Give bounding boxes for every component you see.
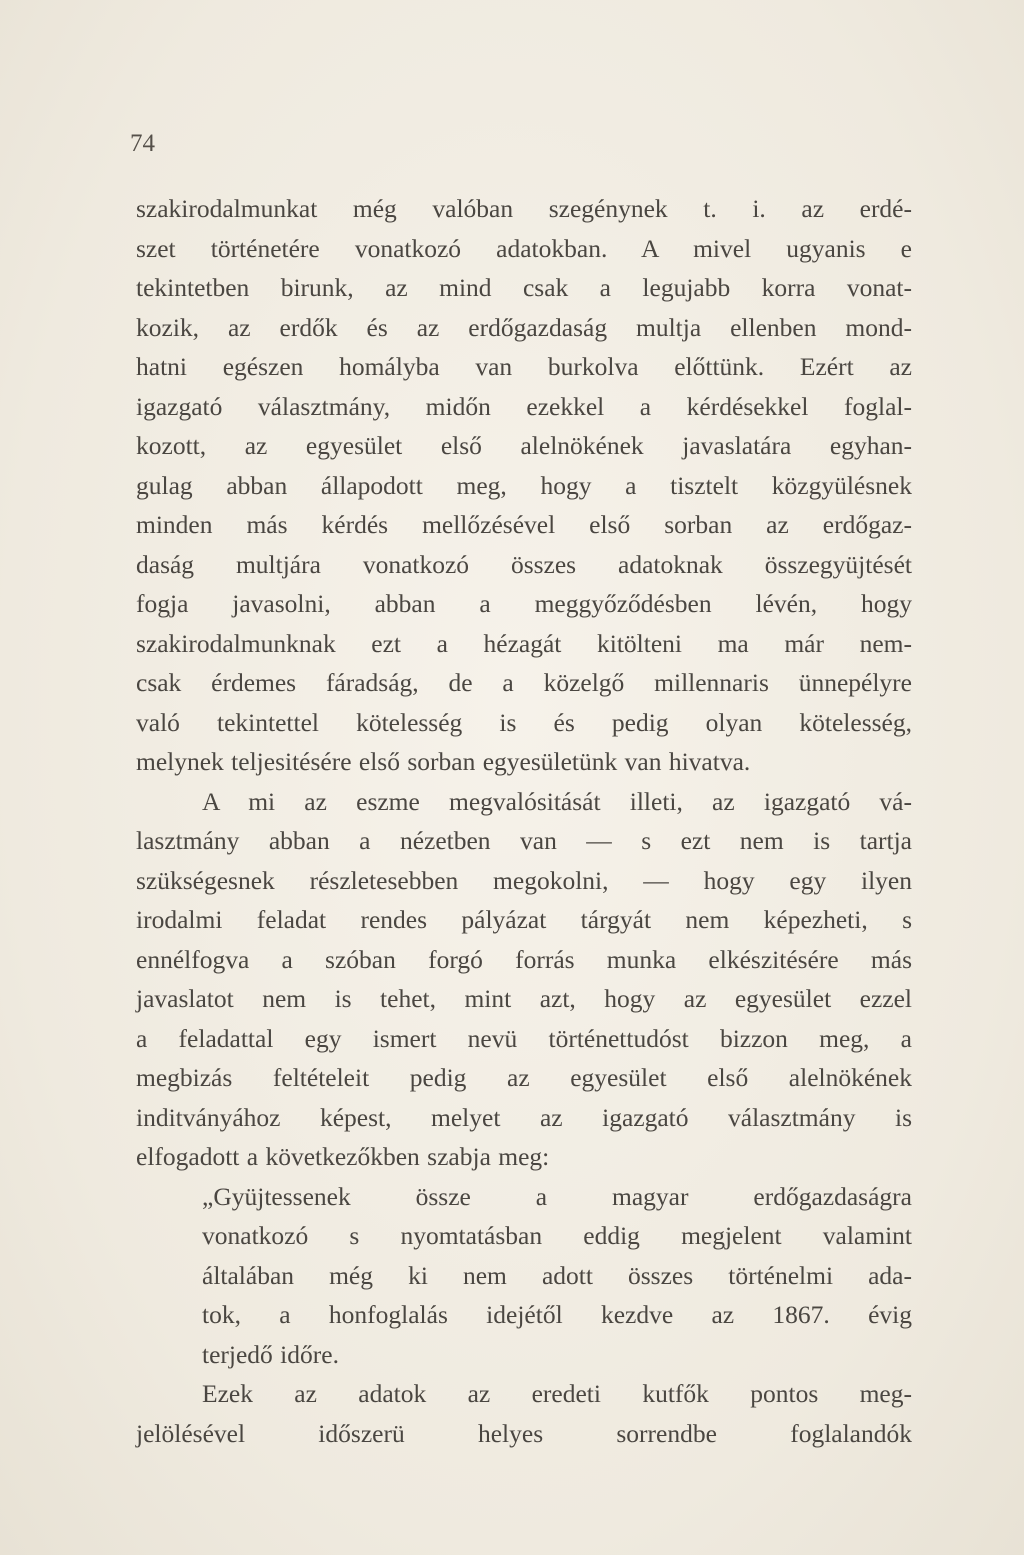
text-line: szakirodalmunkat még valóban szegénynek t. i. az erdé- — [136, 194, 912, 223]
text-line: igazgató választmány, midőn ezekkel a kérdésekkel foglal- — [136, 391, 912, 421]
text-line: szükségesnek részletesebben megokolni, — hogy egy ilyen — [136, 865, 912, 895]
quote-line: vonatkozó s nyomtatásban eddig megjelent valamint — [202, 1221, 912, 1250]
text-line: fogja javasolni, abban a meggyőződésben lévén, hogy — [136, 589, 912, 618]
body-text — [136, 189, 912, 1453]
text-line: hatni egészen homályba van burkolva előttünk. Ezért az — [136, 352, 912, 381]
text-line: daság multjára vonatkozó összes adatoknak összegyüjtését — [136, 549, 912, 579]
page-number: 74 — [130, 130, 155, 157]
quote-line: terjedő időre. — [202, 1339, 339, 1369]
text-line: jelölésével időszerü helyes sorrendbe foglalandók — [136, 1418, 912, 1448]
quote-line: általában még ki nem adott összes történelmi ada- — [202, 1260, 912, 1290]
text-line: lasztmány abban a nézetben van — s ezt nem is tartja — [136, 826, 912, 855]
text-line: melynek teljesitésére első sorban egyesületünk van hivatva. — [136, 747, 751, 776]
quote-line: „Gyüjtessenek össze a magyar erdőgazdaságra — [202, 1181, 912, 1211]
text-line: megbizás feltételeit pedig az egyesület első alelnökének — [136, 1063, 912, 1092]
text-line: kozik, az erdők és az erdőgazdaság multja ellenben mond- — [136, 312, 912, 342]
text-line: javaslatot nem is tehet, mint azt, hogy az egyesület ezzel — [136, 984, 912, 1013]
text-line: szakirodalmunknak ezt a hézagát kitölteni ma már nem- — [136, 628, 912, 658]
text-line: tekintetben birunk, az mind csak a legujabb korra vonat- — [136, 273, 912, 302]
quote-line: tok, a honfoglalás idejétől kezdve az 1867. évig — [202, 1300, 912, 1329]
text-line: A mi az eszme megvalósitását illeti, az igazgató vá- — [202, 786, 912, 816]
text-line: elfogadott a következőkben szabja meg: — [136, 1142, 550, 1171]
text-line: gulag abban állapodott meg, hogy a tisztelt közgyülésnek — [136, 470, 912, 500]
text-line: kozott, az egyesület első alelnökének javaslatára egyhan- — [136, 431, 912, 460]
text-line: irodalmi feladat rendes pályázat tárgyát nem képezheti, s — [136, 905, 912, 934]
text-line: ennélfogva a szóban forgó forrás munka elkészitésére más — [136, 944, 912, 974]
text-line: szet történetére vonatkozó adatokban. A mivel ugyanis e — [136, 233, 912, 263]
text-line: csak érdemes fáradság, de a közelgő millennaris ünnepélyre — [136, 668, 912, 697]
text-line: inditványához képest, melyet az igazgató választmány is — [136, 1102, 912, 1132]
text-line: a feladattal egy ismert nevü történettudóst bizzon meg, a — [136, 1023, 912, 1053]
quote-line: Ezek az adatok az eredeti kutfők pontos meg- — [202, 1379, 912, 1408]
text-line: minden más kérdés mellőzésével első sorban az erdőgaz- — [136, 510, 912, 539]
text-line: való tekintettel kötelesség is és pedig olyan kötelesség, — [136, 707, 912, 737]
